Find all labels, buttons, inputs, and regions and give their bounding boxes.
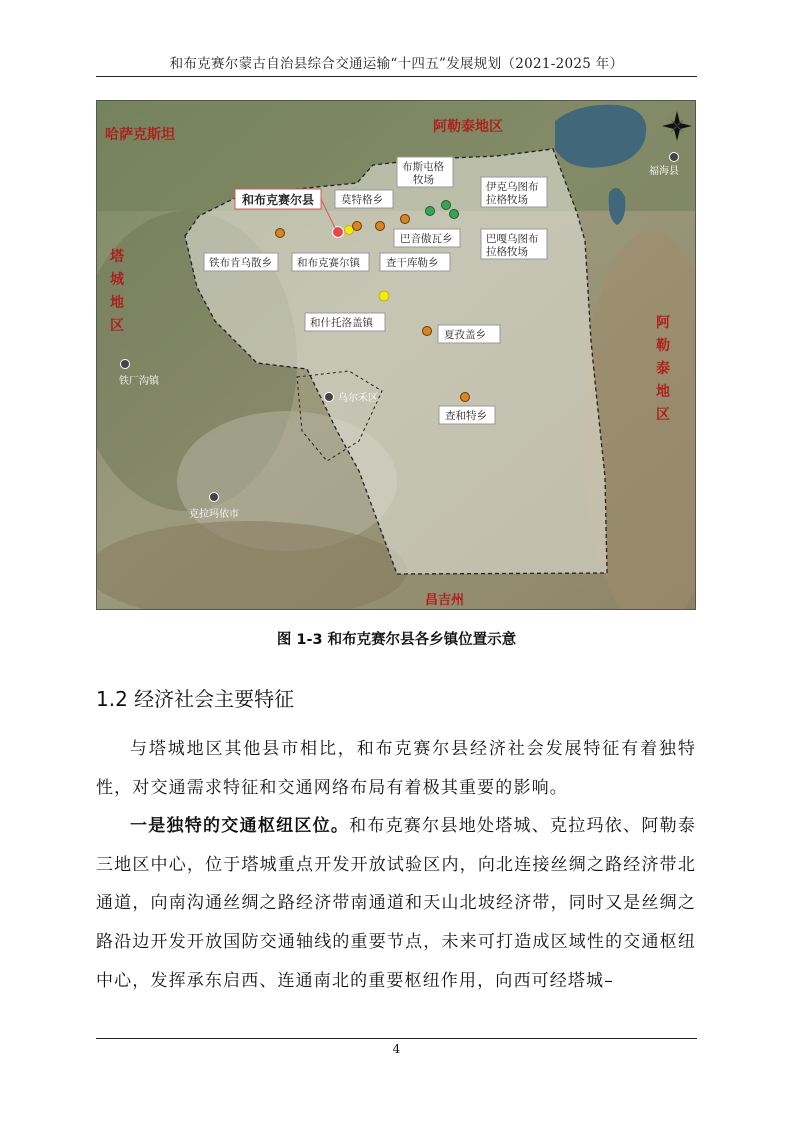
town-marker <box>379 291 389 301</box>
town-label: 夏孜盖乡 <box>444 329 486 341</box>
label-hebu <box>292 253 369 271</box>
town-label: 莫特格乡 <box>341 194 383 206</box>
region-label-char: 塔 <box>110 249 124 265</box>
city-label: 乌尔禾区 <box>338 393 378 404</box>
body-text <box>96 730 696 1000</box>
label-chahe <box>439 406 495 424</box>
label-busi <box>397 157 453 187</box>
city-label: 克拉玛依市 <box>189 509 239 520</box>
town-label-line: 布斯屯格 <box>402 161 444 173</box>
label-mote <box>335 190 393 208</box>
town-label: 和什托洛盖镇 <box>310 317 373 329</box>
label-heshi <box>305 313 385 331</box>
town-label: 巴音傲瓦乡 <box>400 233 453 245</box>
region-label-char: 勒 <box>656 338 670 354</box>
label-xiarong <box>438 325 500 343</box>
paragraph: 与塔城地区其他县市相比，和布克赛尔县经济社会发展特征有着独特性，对交通需求特征和交通网络布局有着极其重要的影响。 <box>96 739 696 798</box>
city-marker <box>670 153 679 162</box>
region-label-altay-top: 阿勒泰地区 <box>433 119 503 135</box>
town-label-line: 巴嘎乌图布 <box>486 233 539 245</box>
town-label: 查和特乡 <box>445 410 487 422</box>
region-label-char: 区 <box>656 407 670 423</box>
town-label-line: 牧场 <box>413 174 434 186</box>
figure-caption: 图 1-3 和布克赛尔县各乡镇位置示意 <box>276 632 517 648</box>
page-header: 和布克赛尔蒙古自治县综合交通运输“十四五”发展规划（2021-2025 年） <box>169 56 624 72</box>
township-marker <box>401 215 410 224</box>
city-label: 铁厂沟镇 <box>119 376 159 387</box>
town-label: 查干库勒乡 <box>386 257 439 269</box>
pasture-marker <box>426 207 435 216</box>
county-seat-marker <box>333 227 344 238</box>
region-label-char: 地 <box>110 295 124 311</box>
region-label-char: 阿 <box>656 315 670 331</box>
township-marker <box>376 222 385 231</box>
township-marker <box>461 393 470 402</box>
city-label: 福海县 <box>649 166 679 177</box>
region-label-kazakhstan: 哈萨克斯坦 <box>105 127 175 143</box>
label-yike <box>481 177 547 207</box>
town-label-line: 拉格牧场 <box>486 194 528 206</box>
city-marker <box>210 493 219 502</box>
pasture-marker <box>442 201 451 210</box>
label-buyin <box>394 229 460 247</box>
county-label: 和布克赛尔县 <box>242 193 315 207</box>
township-marker <box>423 327 432 336</box>
label-chagan <box>380 253 450 271</box>
location-map <box>96 100 696 610</box>
label-bagha <box>481 229 547 259</box>
paragraph <box>96 807 696 1000</box>
paragraph-body: 和布克赛尔县地处塔城、克拉玛依、阿勒泰三地区中心，位于塔城重点开发开放试验区内，向北连接丝绸之路经济带北通道，向南沟通丝绸之路经济带南通道和天山北坡经济带，同时又是丝绸之路沿边开发开放国防交通轴线的重要节点，未来可打造成区域性的交通枢纽中心，发挥承东启西、连通南北的重要枢纽作用，向西可经塔城– <box>96 816 696 991</box>
region-label-char: 区 <box>110 318 124 334</box>
pasture-marker <box>450 210 459 219</box>
region-label-changji: 昌吉州 <box>425 593 465 608</box>
header-rule <box>96 76 697 77</box>
town-label-line: 伊克乌图布 <box>486 181 539 193</box>
footer-rule <box>96 1038 697 1039</box>
page-number: 4 <box>392 1042 401 1056</box>
town-label-line: 拉格牧场 <box>486 246 528 258</box>
region-label-char: 泰 <box>656 361 670 377</box>
town-label: 铁布肯乌散乡 <box>209 257 272 269</box>
section-heading: 1.2 经济社会主要特征 <box>96 687 295 711</box>
label-tiebu <box>204 253 278 271</box>
town-label: 和布克赛尔镇 <box>297 257 360 269</box>
city-marker <box>121 360 130 369</box>
region-label-char: 地 <box>656 384 670 400</box>
paragraph-lead: 一是独特的交通枢纽区位。 <box>130 816 350 837</box>
region-label-char: 城 <box>110 272 124 288</box>
city-marker <box>325 393 334 402</box>
township-marker <box>353 222 362 231</box>
township-marker <box>276 229 285 238</box>
